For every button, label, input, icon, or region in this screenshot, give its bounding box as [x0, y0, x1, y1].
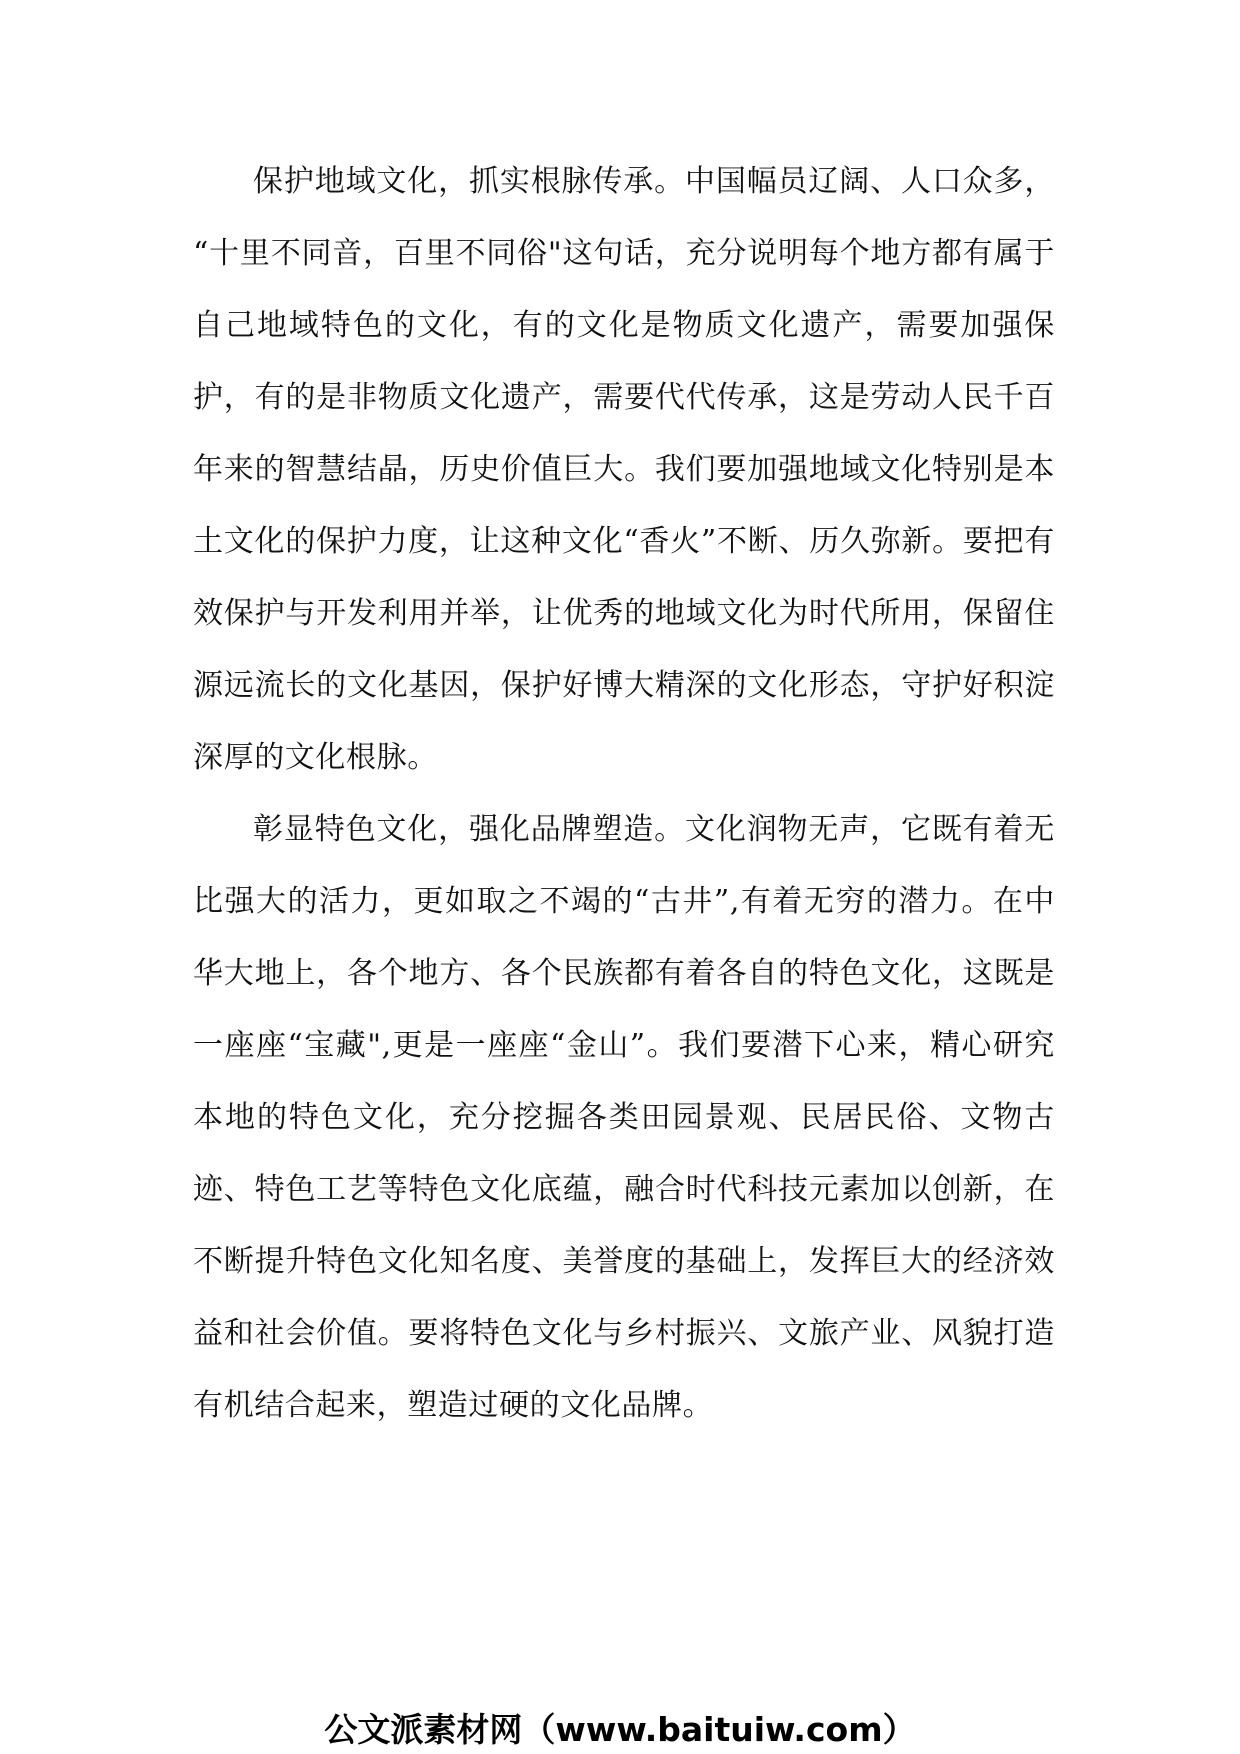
document-body: [193, 146, 1055, 1442]
footer-watermark: 公文派素材网（www.baituiw.com）: [324, 1710, 916, 1749]
paragraph-protect-regional-culture: 保护地域文化，抓实根脉传承。中国幅员辽阔、人口众多， “十里不同音，百里不同俗"这句话，充分说明每个地方都有属于自己地域特色的文化，有的文化是物质文化遗产，需要加强保护，有的是非物质文化遗产，需要代代传承，这是劳动人民千百年来的智慧结晶，历史价值巨大。我们要加强地域文化特别是本土文化的保护力度，让这种文化“香火”不断、历久弥新。要把有效保护与开发利用并举，让优秀的地域文化为时代所用，保留住源远流长的文化基因，保护好博大精深的文化形态，守护好积淀深厚的文化根脉。: [193, 164, 1055, 775]
paragraph-highlight-characteristic-culture: 彰显特色文化，强化品牌塑造。文化润物无声，它既有着无比强大的活力，更如取之不竭的“古井”,有着无穷的潜力。在中华大地上，各个地方、各个民族都有着各自的特色文化，这既是一座座“宝藏",更是一座座“金山”。我们要潜下心来，精心研究本地的特色文化，充分挖掘各类田园景观、民居民俗、文物古迹、特色工艺等特色文化底蕴，融合时代科技元素加以创新，在不断提升特色文化知名度、美誉度的基础上，发挥巨大的经济效益和社会价值。要将特色文化与乡村振兴、文旅产业、风貌打造有机结合起来，塑造过硬的文化品牌。: [193, 812, 1055, 1423]
